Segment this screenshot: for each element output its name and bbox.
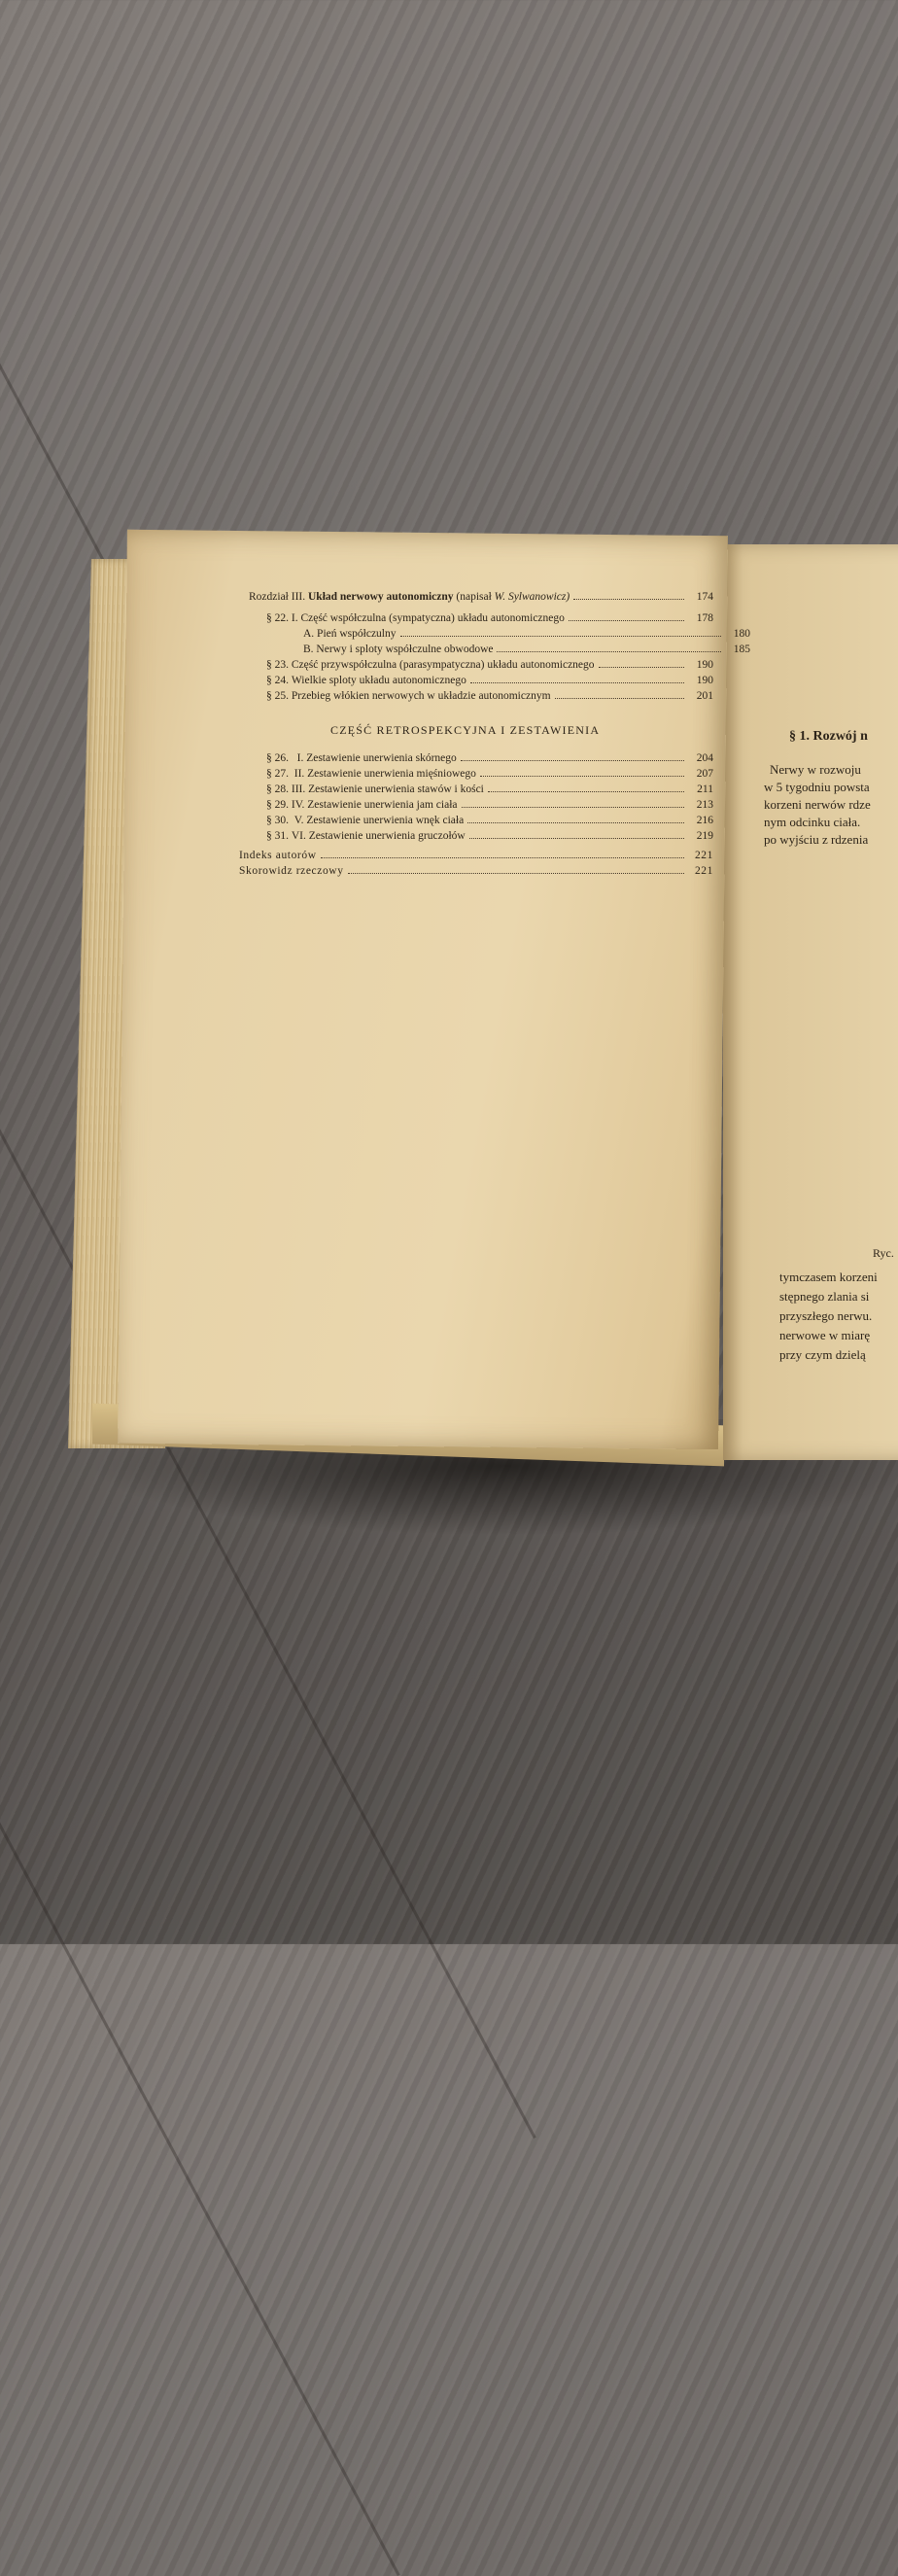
right-page-line: stępnego zlania si <box>779 1289 870 1304</box>
right-page-line: Nerwy w rozwoju <box>770 762 861 777</box>
right-page-line: tymczasem korzeni <box>779 1270 878 1284</box>
toc-end <box>239 850 713 888</box>
toc-row: § 30. V. Zestawienie unerwienia wnęk ciała 216 <box>266 815 713 826</box>
toc-sections-1 <box>266 612 750 710</box>
toc-row: § 25. Przebieg włókien nerwowych w układzie autonomicznym 201 <box>266 690 713 702</box>
right-page-line: po wyjściu z rdzenia <box>764 832 869 847</box>
chapter-page: 174 <box>696 591 713 603</box>
right-page-line: nym odcinku ciała. <box>764 815 861 829</box>
part-heading: CZĘŚĆ RETROSPEKCYJNA I ZESTAWIENIA <box>330 723 601 737</box>
figure-caption: Ryc. <box>873 1246 894 1260</box>
toc-row: § 26. I. Zestawienie unerwienia skórnego 204 <box>266 752 713 764</box>
right-page-line: przyszłego nerwu. <box>779 1308 873 1323</box>
toc-row: § 27. II. Zestawienie unerwienia mięśniowego 207 <box>266 768 713 780</box>
right-page-line: w 5 tygodniu powsta <box>764 780 870 794</box>
right-page-line: nerwowe w miarę <box>779 1328 871 1342</box>
toc-row: § 28. III. Zestawienie unerwienia stawów i kości 211 <box>266 783 713 795</box>
toc-row: § 23. Część przywspółczulna (parasympatyczna) układu autonomicznego 190 <box>266 659 713 671</box>
right-page-heading: § 1. Rozwój n <box>789 729 868 744</box>
chapter-title: Układ nerwowy autonomiczny <box>308 591 454 603</box>
toc-row: § 24. Wielkie sploty układu autonomicznego 190 <box>266 675 713 686</box>
chapter-label: Rozdział III. <box>249 591 306 603</box>
toc-row: § 31. VI. Zestawienie unerwienia gruczołów 219 <box>266 830 713 842</box>
toc-row: B. Nerwy i sploty współczulne obwodowe 185 <box>303 644 750 655</box>
toc-chapter-line <box>249 591 713 609</box>
toc-row: A. Pień współczulny 180 <box>303 628 750 640</box>
toc-row: Skorowidz rzeczowy 221 <box>239 865 713 877</box>
chapter-note-prefix: (napisał <box>456 591 492 603</box>
toc-row: § 29. IV. Zestawienie unerwienia jam ciała 213 <box>266 799 713 811</box>
right-page-line: korzeni nerwów rdze <box>764 797 871 812</box>
right-page-line: przy czym dzielą <box>779 1347 866 1362</box>
toc-row: § 22. I. Część współczulna (sympatyczna) układu autonomicznego 178 <box>266 612 713 624</box>
chapter-author: W. Sylwanowicz) <box>494 591 570 603</box>
floor-plank-seam <box>0 1459 400 2576</box>
toc-row: Indeks autorów 221 <box>239 850 713 861</box>
toc-sections-2 <box>266 752 713 850</box>
